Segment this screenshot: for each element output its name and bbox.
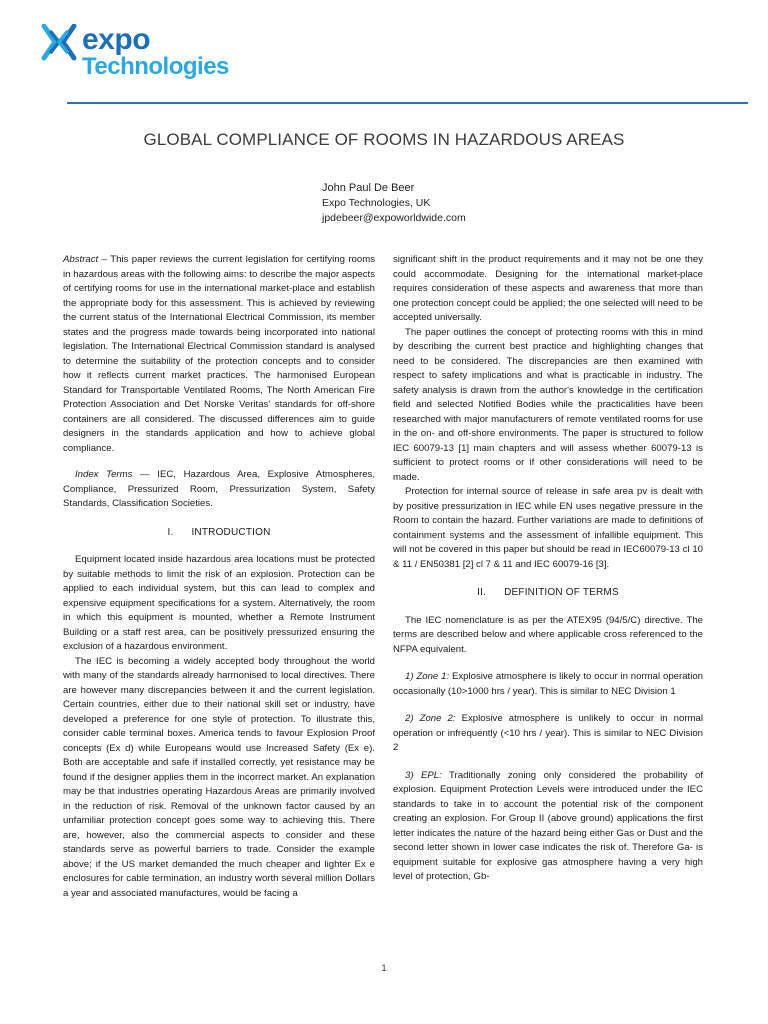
section-title: DEFINITION OF TERMS	[504, 587, 619, 598]
intro-paragraph-3: The paper outlines the concept of protecting rooms with this in mind by describing the current best practice and highlighting changes that need to be considered. The discrepancies are then examined with respect to safety implications and what is practicable in industry. The safety analysis is drawn from the author's knowledge in the certification field and selected Notified Bodies while the practicalities have been researched with major manufacturers of remote ventilated rooms for use in the on- and off-shore environments. The paper is structured to follow IEC 60079-13 [1] main chapters and will assess whether 60079-13 is sufficient to protect rooms or if other considerations will need to be made.	[393, 326, 703, 483]
logo-text-technologies: Technologies	[82, 53, 229, 80]
zone2-text: Explosive atmosphere is unlikely to occur in normal operation or infrequently (<10 hrs / year). This is similar to NEC Division 2	[393, 713, 703, 753]
expo-x-icon	[38, 24, 80, 64]
section-heading-definitions	[393, 586, 703, 601]
epl-text: Traditionally zoning only considered the probability of explosion. Equipment Protection Levels were introduced under the IEC standards to take in to account the potential risk of the component creating an explosion. For Group II (above ground) applications the first letter indicates the nature of the hazard being either Gas or Dust and the second letter shown in lower case indicates the risk of. Therefore Ga- is equipment suitable for explosive gas atmosphere having a very high level of protection, Gb-	[393, 769, 703, 882]
intro-paragraph-2-continued: significant shift in the product requirements and it may not be one they could accommodate. Designing for the international market-place requires consideration of these aspects and awareness that more than one protection concept could be applied; the one selected will need to be accepted universally.	[393, 254, 703, 323]
section-number: I.	[167, 526, 174, 538]
author-name: John Paul De Beer	[322, 182, 415, 194]
intro-paragraph-1: Equipment located inside hazardous area locations must be protected by suitable methods to limit the risk of an explosion. Protection can be applied to each individual system, but this can lead to complex and expensive equipment specifications for a system. Alternatively, the room in which this equipment is mounted, whether a Remote Instrument Building or a staff rest area, can be positively pressurized ensuring the exclusion of a hazardous environment.	[63, 554, 375, 652]
zone1-label: 1) Zone 1:	[405, 671, 450, 682]
author-email: jpdebeer@expoworldwide.com	[322, 212, 466, 224]
section-title: INTRODUCTION	[191, 526, 271, 538]
logo-text-expo: expo	[82, 23, 151, 56]
epl-label: 3) EPL:	[405, 769, 442, 781]
author-affiliation: Expo Technologies, UK	[322, 197, 431, 209]
zone2-label: 2) Zone 2:	[405, 713, 456, 724]
company-logo	[38, 22, 228, 82]
intro-paragraph-2: The IEC is becoming a widely accepted body throughout the world with many of the standards already harmonised to local directives. There are however many discrepancies between it and the current legislation. Certain countries, either due to their national skill set or industry, have developed a preference for one style of protection. To illustrate this, consider cable terminal boxes. America tends to favour Explosion Proof concepts (Ex d) while Europeans would use Increased Safety (Ex e). Both are acceptable and safe if installed correctly, yet resistance may be found if the designer applies them in the incorrect market. An explanation may be that industries operating Hazardous Areas are primarily involved in the reduction of risk. Removal of the unknown factor caused by an unfamiliar protection concept goes some way to achieving this. There are, however, also the commercial aspects to consider and these standards serve as powerful barriers to trade. Consider the example above; if the US market demanded the much cheaper and lighter Ex e enclosures for cable termination, an industry worth several million Dollars a year and associated manufactures, would be facing a	[63, 655, 375, 899]
header-divider	[67, 102, 748, 104]
abstract-paragraph	[63, 253, 375, 456]
index-terms-paragraph	[63, 468, 375, 512]
zone2-definition	[393, 712, 703, 756]
index-terms-label: Index Terms	[75, 469, 133, 480]
intro-paragraph-4: Protection for internal source of release in safe area pv is dealt with by positive pressurization in IEC while EN uses negative pressure in the Room to contain the hazard. Further variations are made to definitions of containment systems and the assessment of infallible equipment. This will not be covered in this paper but should be read in IEC60079-13 cl 10 & 11 / EN50381 [2] cl 7 & 11 and IEC 60079-16 [3].	[393, 486, 703, 570]
abstract-label: Abstract	[63, 254, 99, 265]
epl-definition	[393, 769, 703, 885]
section-number: II.	[477, 587, 487, 598]
page-number: 1	[381, 963, 387, 974]
section-heading-introduction	[63, 526, 375, 541]
zone1-definition	[393, 670, 703, 699]
index-terms-text: — IEC, Hazardous Area, Explosive Atmospheres, Compliance, Pressurized Room, Pressurization System, Safety Standards, Classification Societies.	[63, 469, 375, 509]
paper-title: GLOBAL COMPLIANCE OF ROOMS IN HAZARDOUS AREAS	[143, 130, 625, 149]
right-column	[393, 253, 703, 885]
abstract-text: – This paper reviews the current legislation for certifying rooms in hazardous areas with the following aims: to describe the major aspects of certifying rooms for use in the international market-place and establish the appropriate body for this assessment. This is achieved by reviewing the current status of the International Electrical Commission, its member states and the progress made towards being incorporated into national legislation. The International Electrical Commission standard is analysed to determine the suitability of the protection concepts and to consider how it reflects current market practices. The harmonised European Standard for Transportable Ventilated Rooms, The North American Fire Protection Association and Det Norske Veritas' standards for off-shore containers are all considered. The discussed differences aim to guide designers in the standards application and how to achieve global compliance.	[63, 254, 375, 454]
zone1-text: Explosive atmosphere is likely to occur in normal operation occasionally (10>1000 hrs / year). This is similar to NEC Division 1	[393, 671, 703, 697]
left-column	[63, 253, 375, 901]
author-block	[322, 181, 466, 226]
definitions-paragraph: The IEC nomenclature is as per the ATEX95 (94/5/C) directive. The terms are described below and where applicable cross referenced to the NFPA equivalent.	[393, 614, 703, 655]
